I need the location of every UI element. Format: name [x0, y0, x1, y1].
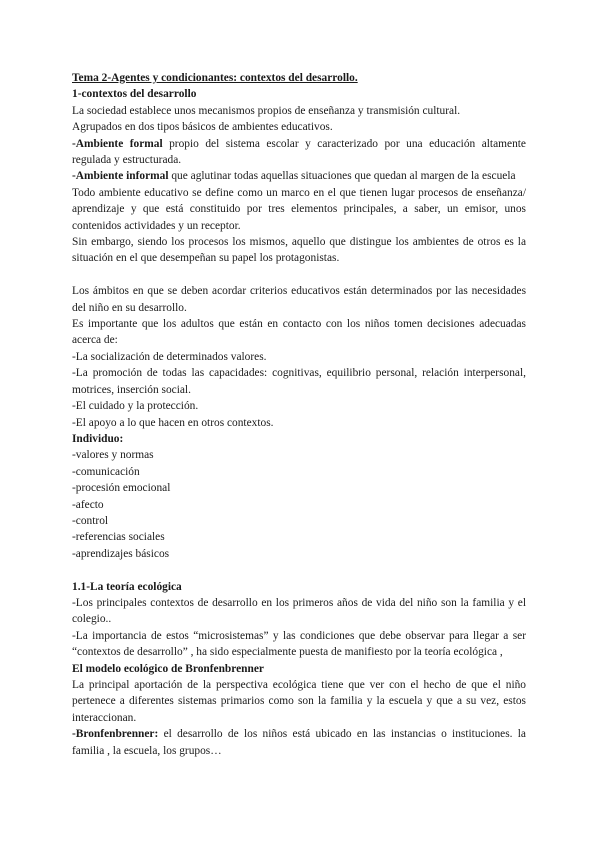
paragraph-ambiente-formal: [72, 136, 526, 169]
paragraph-ambiente-informal: [72, 168, 526, 184]
document-page: [72, 70, 526, 759]
term-bronfenbrenner: -Bronfenbrenner:: [72, 728, 159, 741]
term-ambiente-informal: -Ambiente informal: [72, 170, 169, 183]
paragraph: -La importancia de estos “microsistemas” y las condiciones que debe observar para llegar a ser “contextos de desarrollo” , ha sido especialmente puesta de manifiesto por la teoría ecológica ,: [72, 629, 526, 659]
paragraph: La sociedad establece unos mecanismos propios de enseñanza y transmisión cultural.: [72, 104, 461, 117]
list-item: -La promoción de todas las capacidades: cognitivas, equilibrio personal, relación interpersonal, motrices, inserción social.: [72, 367, 526, 396]
model-heading: El modelo ecológico de Bronfenbrenner: [72, 662, 264, 675]
paragraph: Sin embargo, siendo los procesos los mismos, aquello que distingue los ambientes de otros es la situación en el que desempeñan su papel los protagonistas.: [72, 236, 526, 265]
list-item: -afecto: [72, 498, 104, 511]
individuo-heading: Individuo:: [72, 432, 124, 445]
list-item: -El cuidado y la protección.: [72, 400, 199, 413]
paragraph: Agrupados en dos tipos básicos de ambientes educativos.: [72, 121, 333, 134]
paragraph: Todo ambiente educativo se define como un marco en el que tienen lugar procesos de enseñanza/ aprendizaje y que está constituido por tres elementos principales, a saber, un emisor, unos contenidos actividades y un receptor.: [72, 186, 526, 232]
section-heading-teoria-ecologica: 1.1-La teoría ecológica: [72, 580, 182, 593]
list-item: -aprendizajes básicos: [72, 547, 170, 560]
paragraph: -Los principales contextos de desarrollo en los primeros años de vida del niño son la familia y el colegio..: [72, 596, 526, 626]
list-item: -comunicación: [72, 465, 140, 478]
paragraph: Es importante que los adultos que están en contacto con los niños tomen decisiones adecuadas acerca de:: [72, 318, 526, 347]
list-item: -La socialización de determinados valores.: [72, 350, 267, 363]
blank-line: [72, 562, 526, 578]
term-ambiente-formal: -Ambiente formal: [72, 137, 163, 150]
definition-text: que aglutinar todas aquellas situaciones que quedan al margen de la escuela: [168, 170, 516, 183]
list-item: -referencias sociales: [72, 531, 165, 544]
document-title: Tema 2-Agentes y condicionantes: contextos del desarrollo.: [72, 72, 358, 84]
list-item: -procesión emocional: [72, 482, 171, 495]
paragraph: Los ámbitos en que se deben acordar criterios educativos están determinados por las necesidades del niño en su desarrollo.: [72, 285, 526, 314]
paragraph: La principal aportación de la perspectiva ecológica tiene que ver con el hecho de que el niño pertenece a diferentes sistemas primarios como son la familia y la escuela y que a su vez, estos interaccionan.: [72, 679, 526, 724]
definition-text: el desarrollo de los niños está ubicado en las instancias o instituciones. la familia , la escuela, los grupos…: [72, 728, 526, 757]
section-heading-contextos: 1-contextos del desarrollo: [72, 88, 197, 101]
list-item: -valores y normas: [72, 449, 154, 462]
list-item: -El apoyo a lo que hacen en otros contextos.: [72, 416, 274, 429]
paragraph-bronfenbrenner: [72, 726, 526, 759]
blank-line: [72, 267, 526, 283]
list-item: -control: [72, 514, 109, 527]
definition-text: propio del sistema escolar y caracterizado por una educación altamente regulada y estructurada.: [72, 137, 526, 167]
